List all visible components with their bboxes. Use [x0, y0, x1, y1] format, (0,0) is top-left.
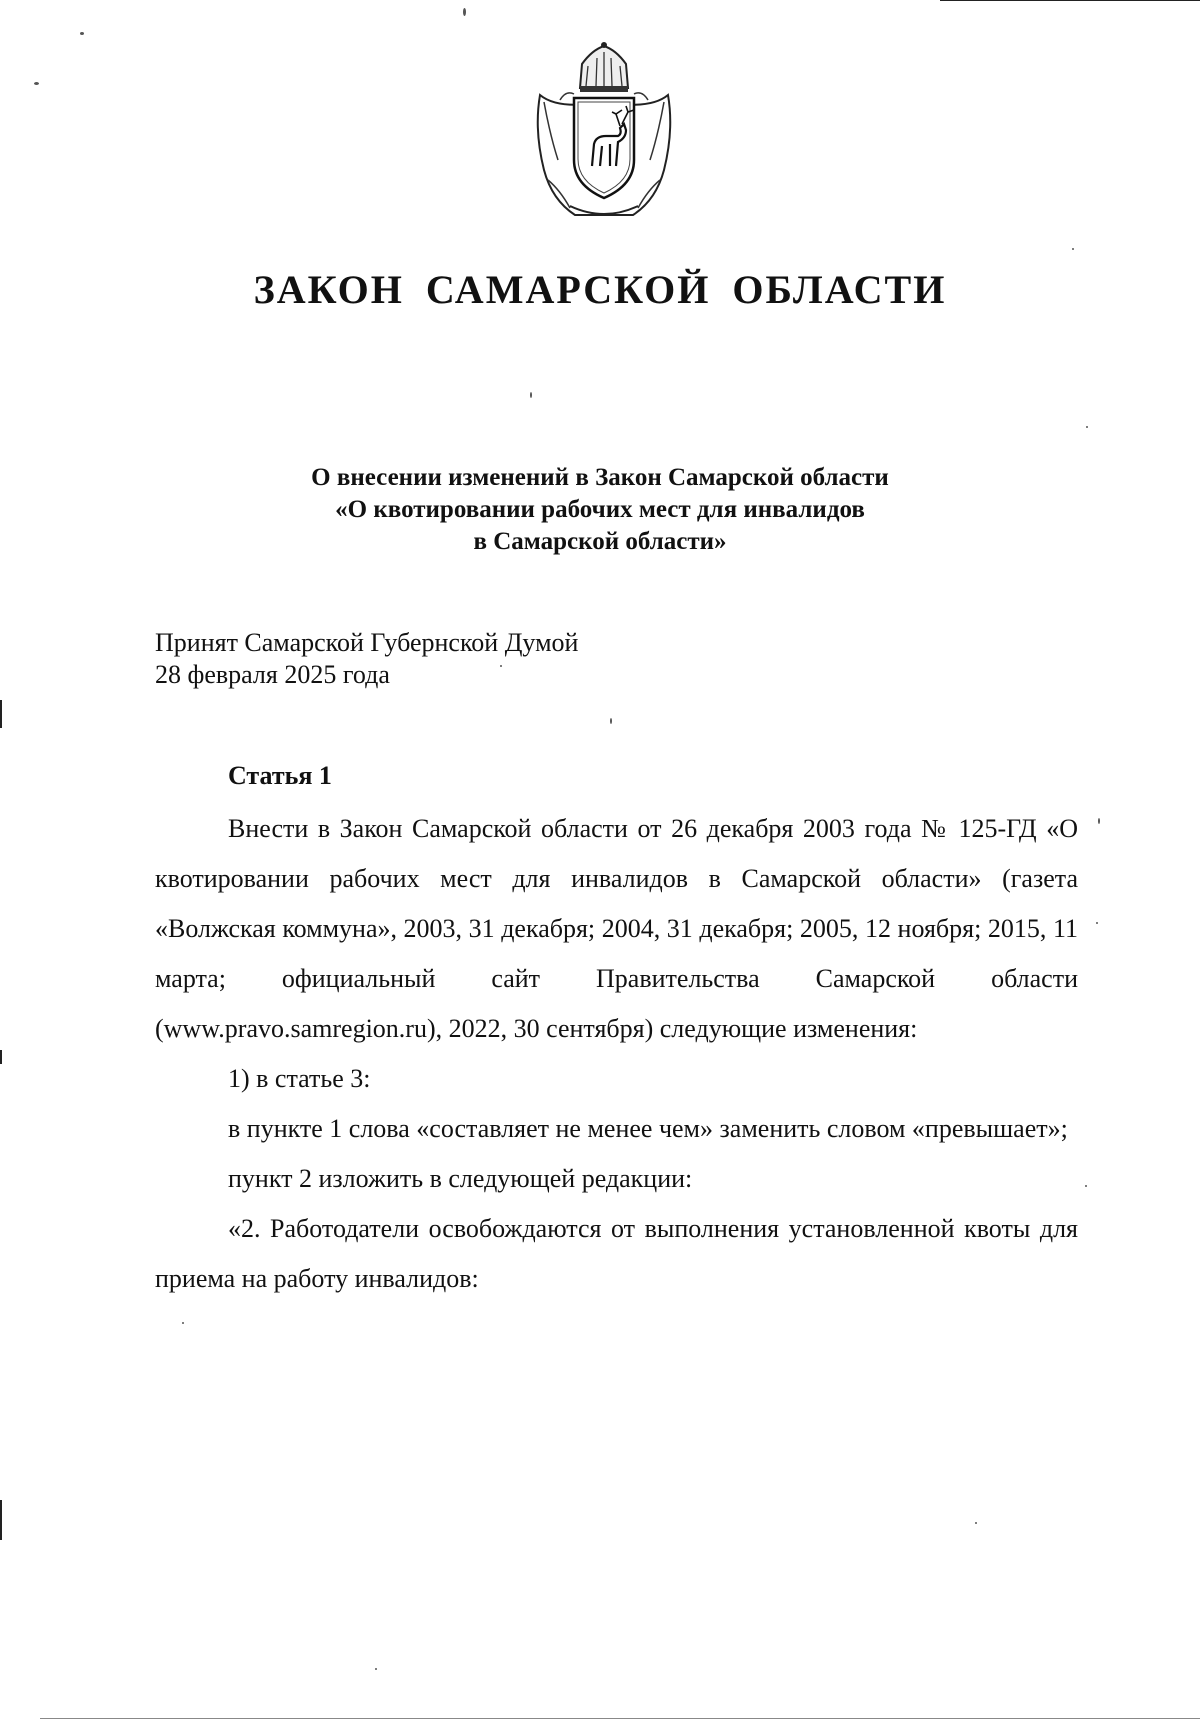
subject-line: «О квотировании рабочих мест для инвалидов: [335, 496, 865, 523]
scan-speck: [182, 1322, 184, 1324]
scan-edge-mark: [40, 1718, 1200, 1719]
article-paragraph: пункт 2 изложить в следующей редакции:: [228, 1164, 693, 1193]
scan-speck: [1096, 922, 1098, 924]
scan-edge-mark: [0, 1050, 2, 1064]
scan-speck: [1098, 818, 1100, 824]
scan-speck: [375, 1668, 377, 1670]
page-title: ЗАКОН САМАРСКОЙ ОБЛАСТИ: [253, 267, 947, 312]
scan-speck: [1072, 248, 1074, 250]
article-paragraph: «2. Работодатели освобождаются от выполнения установленной квоты для приема на работу инвалидов:: [155, 1214, 1078, 1293]
scan-speck: [610, 718, 612, 724]
scan-edge-mark: [0, 1500, 2, 1540]
article-heading: Статья 1: [228, 761, 332, 790]
subject-line: в Самарской области»: [473, 528, 727, 555]
scan-speck: [1086, 426, 1088, 428]
scan-speck: [34, 82, 39, 85]
scan-speck: [80, 32, 84, 35]
scan-edge-mark: [940, 0, 1200, 1]
article-paragraph: в пункте 1 слова «составляет не менее чем» заменить словом «превышает»;: [228, 1114, 1068, 1143]
article-paragraph: 1) в статье 3:: [228, 1064, 371, 1093]
adoption-date: 28 февраля 2025 года: [155, 660, 390, 689]
scan-speck: [500, 665, 502, 667]
coat-of-arms-icon: [530, 40, 678, 222]
scan-speck: [463, 8, 466, 16]
article-paragraph: Внести в Закон Самарской области от 26 декабря 2003 года № 125-ГД «О квотировании рабочих мест для инвалидов в Самарской области» (газета «Волжская коммуна», 2003, 31 декабря; 2004, 31 декабря; 2005, 12 ноября; 2015, 11 марта; официальный сайт Правительства Самарской области (www.pravo.samregion.ru), 2022, 30 сентября) следующие изменения:: [155, 814, 1078, 1043]
scan-speck: [1085, 1185, 1087, 1187]
law-subject: [0, 462, 1200, 558]
subject-line: О внесении изменений в Закон Самарской области: [311, 464, 889, 491]
article-body: [155, 804, 1078, 1304]
adoption-body: Принят Самарской Губернской Думой: [155, 628, 579, 657]
adoption-info: [155, 627, 578, 691]
scan-speck: [975, 1522, 977, 1524]
scan-speck: [530, 392, 532, 398]
scan-edge-mark: [0, 700, 2, 728]
